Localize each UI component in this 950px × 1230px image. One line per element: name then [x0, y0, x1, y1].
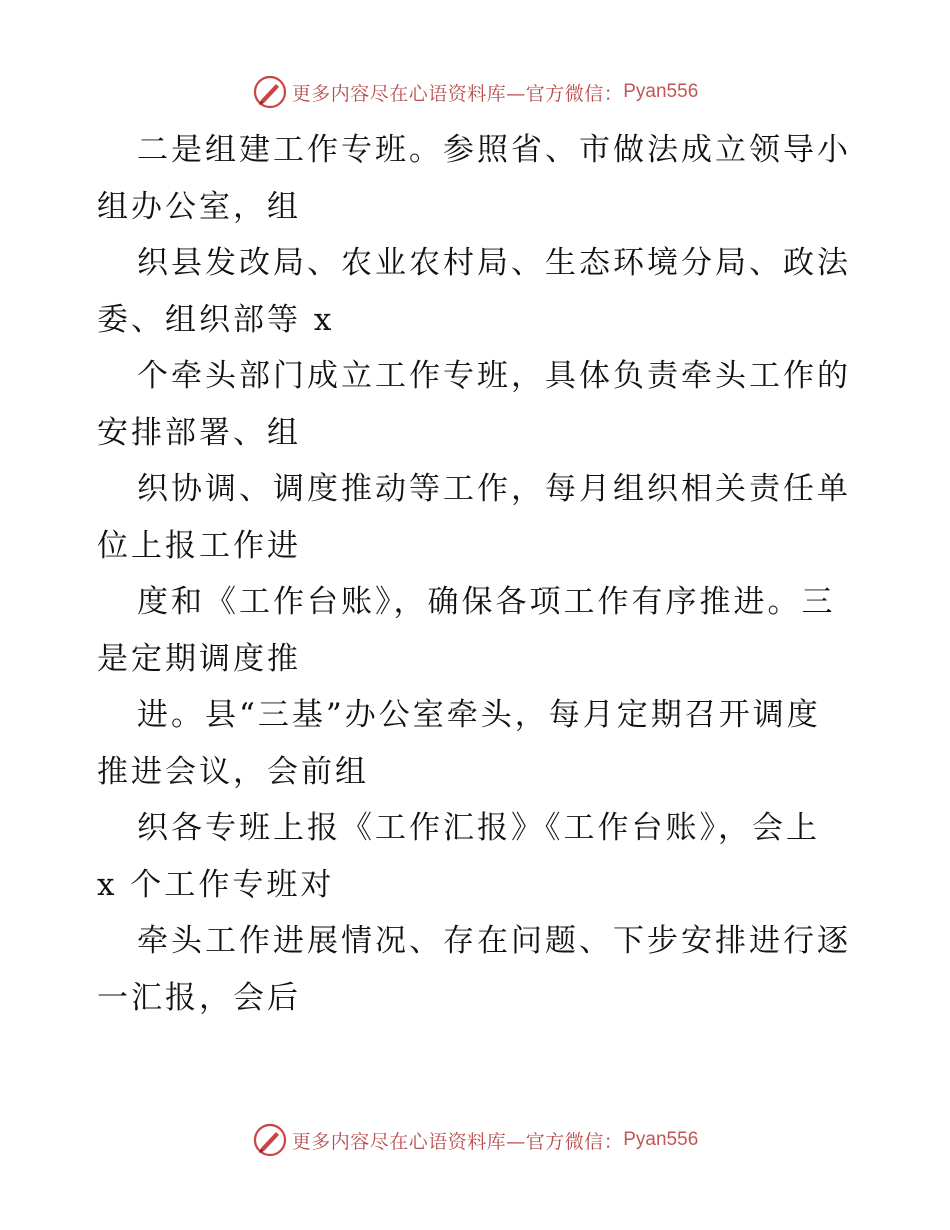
- text-line: 是定期调度推: [97, 640, 301, 677]
- text-line: 二是组建工作专班。参照省、市做法成立领导小: [137, 132, 851, 168]
- text-line: 委、组织部等 x: [97, 301, 335, 338]
- header-watermark: [0, 72, 950, 112]
- watermark-id: Pyan556: [623, 81, 699, 102]
- text-line: 进。县“三基”办公室牵头，每月定期召开调度: [137, 697, 821, 733]
- text-line: 个牵头部门成立工作专班，具体负责牵头工作的: [137, 358, 851, 394]
- text-line: 安排部署、组: [97, 414, 301, 451]
- text-line: 织县发改局、农业农村局、生态环境分局、政法: [137, 245, 851, 281]
- pen-logo-icon: [252, 74, 288, 110]
- text-line: 组办公室，组: [97, 188, 301, 225]
- watermark-id: Pyan556: [623, 1129, 699, 1150]
- text-line: 织协调、调度推动等工作，每月组织相关责任单: [137, 471, 851, 507]
- text-line: 牵头工作进展情况、存在问题、下步安排进行逐: [137, 923, 851, 959]
- text-line: 推进会议，会前组: [97, 753, 369, 790]
- text-line: 度和《工作台账》，确保各项工作有序推进。三: [137, 584, 836, 620]
- text-line: 织各专班上报《工作汇报》《工作台账》，会上: [137, 810, 820, 846]
- document-body: [97, 122, 857, 1026]
- text-line: 位上报工作进: [97, 527, 301, 564]
- text-line: 一汇报，会后: [97, 979, 301, 1016]
- footer-watermark: [0, 1120, 950, 1160]
- watermark-text: 更多内容尽在心语资料库—官方微信：: [291, 82, 624, 105]
- watermark-text: 更多内容尽在心语资料库—官方微信：: [291, 1130, 624, 1153]
- text-line: x 个工作专班对: [97, 866, 335, 903]
- pen-logo-icon: [252, 1122, 288, 1158]
